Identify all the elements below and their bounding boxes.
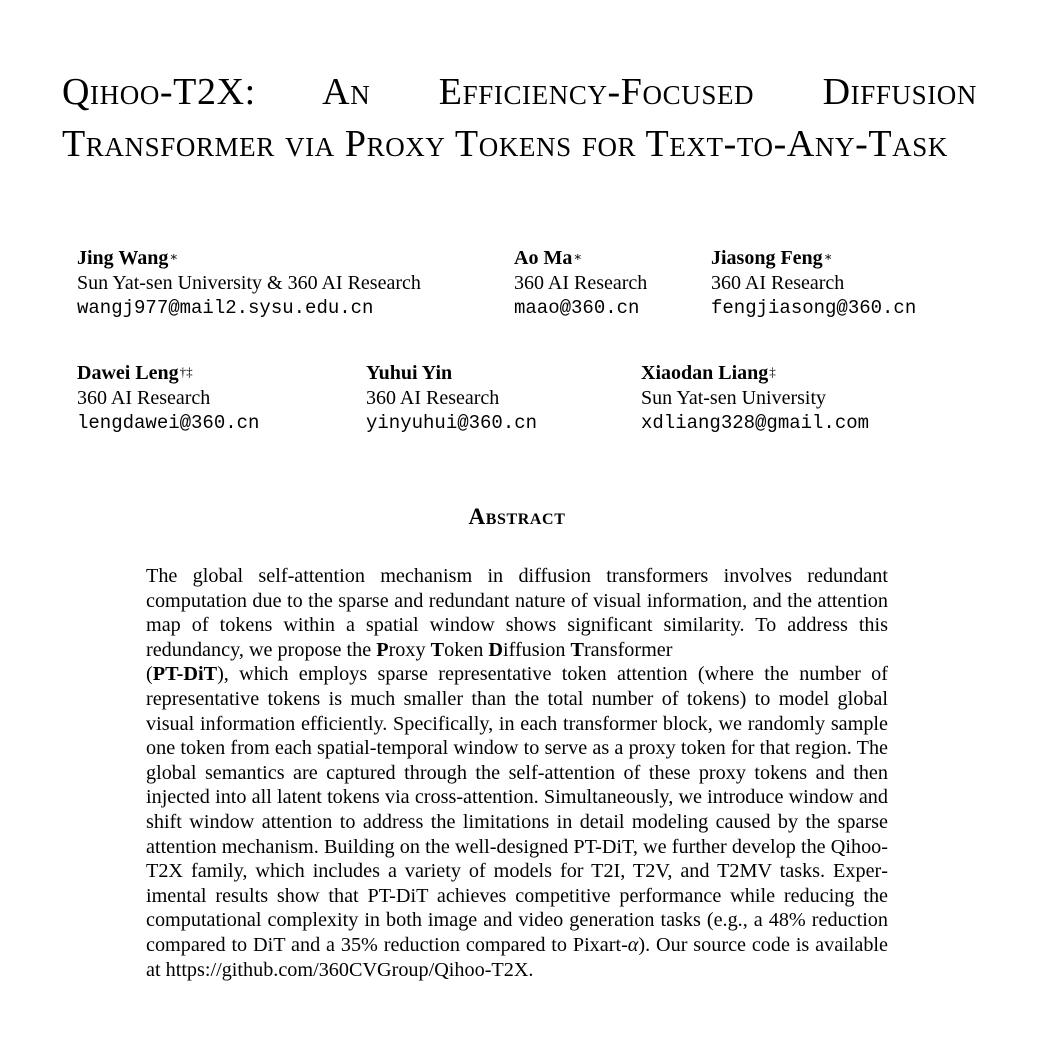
abstract-heading: Abstract xyxy=(468,504,566,529)
abstract-text: iffusion xyxy=(502,638,571,661)
author-email[interactable]: yinyuhui@360.cn xyxy=(366,412,538,434)
author-name: Yuhui Yin xyxy=(366,362,453,384)
abstract-text: ( xyxy=(146,663,153,686)
author-affiliation: 360 AI Research xyxy=(77,387,211,409)
author-name: Jing Wang∗ xyxy=(77,247,179,269)
author-block xyxy=(514,246,647,321)
abstract-body xyxy=(146,564,888,982)
author-affiliation: Sun Yat-sen University & 360 AI Research xyxy=(77,272,421,294)
author-block xyxy=(366,361,537,436)
author-email[interactable]: xdliang328@gmail.com xyxy=(641,412,870,434)
abstract-bold-letter: D xyxy=(488,638,503,661)
author-name: Xiaodan Liang‡ xyxy=(641,362,776,384)
author-marks: ∗ xyxy=(823,249,833,264)
paper-title: Qihoo-T2X: An Efficiency-Focused Diffusion Transformer via Proxy Tokens for Text-to-Any-Task xyxy=(62,71,977,165)
author-block xyxy=(711,246,916,321)
author-email[interactable]: maao@360.cn xyxy=(514,297,640,319)
author-affiliation: 360 AI Research xyxy=(711,272,845,294)
abstract-bold-letter: T xyxy=(430,638,445,661)
author-affiliation: 360 AI Research xyxy=(366,387,500,409)
author-block xyxy=(641,361,869,436)
abstract-bold-abbrev: PT-DiT xyxy=(152,663,218,686)
author-marks: †‡ xyxy=(179,364,193,379)
author-marks: ‡ xyxy=(769,364,776,379)
abstract-text: The global self-attention mechanism in diffusion transformers involves redundant computation due to the sparse and redundant nature of visual information, and the attention map of tokens within a spatial window shows significant similarity. To address this redundancy, we propose the xyxy=(146,565,888,661)
author-name: Dawei Leng†‡ xyxy=(77,362,193,384)
author-block xyxy=(77,361,259,436)
abstract-bold-letter: T xyxy=(570,638,584,661)
abstract-text: ), which employs sparse representative token attention (where the number of representative tokens is much smaller than the total number of tokens) to model global visual information efficiently. Specifically, in each transformer block, we randomly sample one token from each spatial-temporal window to serve as a proxy token for that region. The global semantics are captured through the self-attention of these proxy tokens and then injected into all latent tokens via cross-attention. Simultaneously, we introduce window and shift window attention to address the limitations in detail modeling caused by the sparse attention mechanism. Building on the well-designed PT-DiT, we further develop the Qihoo-T2X family, which includes a variety of models for T2I, T2V, and T2MV tasks. Experimental results show that PT-DiT achieves competitive performance while reducing the computational complexity in both image and video generation tasks (e.g., a 48% reduction compared to DiT and a 35% reduction compared to Pixart- xyxy=(146,663,888,956)
author-email[interactable]: fengjiasong@360.cn xyxy=(711,297,917,319)
author-affiliation: 360 AI Research xyxy=(514,272,648,294)
abstract-text: ransformer xyxy=(583,638,673,661)
author-marks: ∗ xyxy=(169,249,179,264)
author-email[interactable]: lengdawei@360.cn xyxy=(77,412,260,434)
author-email[interactable]: wangj977@mail2.sysu.edu.cn xyxy=(77,297,374,319)
abstract-text: roxy xyxy=(388,638,431,661)
abstract-text: oken xyxy=(444,638,489,661)
author-name: Jiasong Feng∗ xyxy=(711,247,833,269)
author-block xyxy=(77,246,421,321)
author-marks: ∗ xyxy=(573,249,583,264)
author-name: Ao Ma∗ xyxy=(514,247,583,269)
author-affiliation: Sun Yat-sen University xyxy=(641,387,827,409)
abstract-text: ). Our source code is available at https://github.com/360CVGroup/Qihoo-T2X. xyxy=(146,933,888,981)
alpha-symbol: α xyxy=(627,933,639,956)
abstract-bold-letter: P xyxy=(376,638,389,661)
